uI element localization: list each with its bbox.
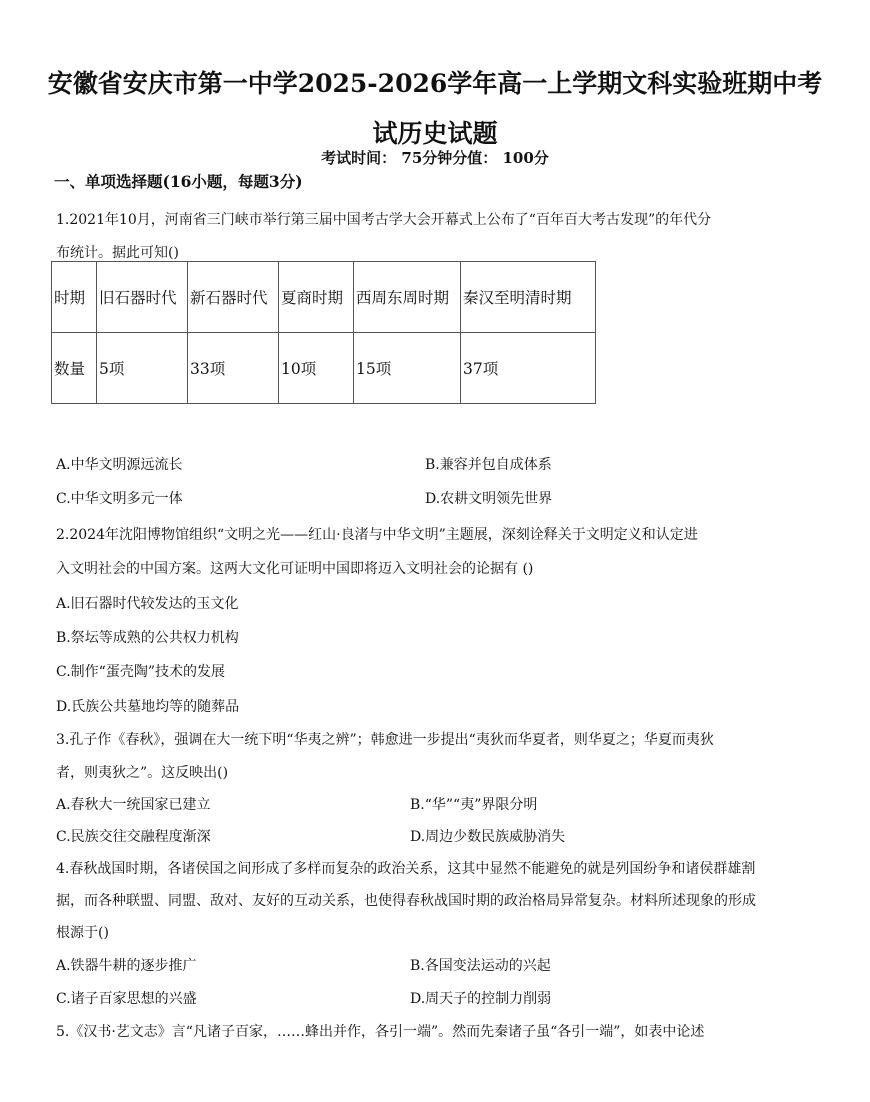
q3-option-a: A.春秋大一统国家已建立 [56, 797, 211, 813]
q2-option-c: C.制作“蛋壳陶”技术的发展 [56, 664, 225, 680]
q3-option-d: D.周边少数民族威胁消失 [410, 829, 566, 845]
q1-stem-line1: 1.2021年10月，河南省三门峡市举行第三届中国考古学大会开幕式上公布了“百年百大考古发现”的年代分 [56, 212, 712, 228]
q4-stem-line1: 4.春秋战国时期，各诸侯国之间形成了多样而复杂的政治关系，这其中显然不能避免的就是列国纷争和诸侯群雄割 [56, 861, 756, 877]
q5-stem-line1: 5.《汉书·艺文志》言“凡诸子百家，……蜂出并作，各引一端”。然而先秦诸子虽“各引一端”，如表中论述 [56, 1024, 705, 1040]
q1-option-d: D.农耕文明领先世界 [425, 491, 553, 507]
table-row [52, 333, 596, 404]
table-cell: 秦汉至明清时期 [461, 262, 596, 333]
q4-stem-line3: 根源于() [56, 925, 109, 941]
table-cell: 33项 [188, 333, 279, 404]
table-cell: 5项 [97, 333, 188, 404]
document-title-line2: 试历史试题 [372, 119, 498, 148]
q1-period-table [51, 261, 596, 404]
table-cell: 37项 [461, 333, 596, 404]
q3-option-b: B.“华”“夷”界限分明 [410, 797, 538, 813]
table-cell: 10项 [279, 333, 354, 404]
exam-info: 考试时间： 75分钟分值： 100分 [321, 149, 549, 167]
table-row-header: 时期 [52, 262, 97, 333]
table-cell: 15项 [354, 333, 461, 404]
q4-option-d: D.周天子的控制力削弱 [410, 991, 552, 1007]
q1-stem-line2: 布统计。据此可知() [56, 245, 179, 261]
q1-option-b: B.兼容并包自成体系 [425, 457, 552, 473]
q2-option-d: D.氏族公共墓地均等的随葬品 [56, 699, 240, 715]
q4-option-b: B.各国变法运动的兴起 [410, 958, 551, 974]
q3-stem-line2: 者，则夷狄之”。这反映出() [56, 765, 229, 781]
q2-option-a: A.旧石器时代较发达的玉文化 [56, 596, 239, 612]
document-title-line1: 安徽省安庆市第一中学2025-2026学年高一上学期文科实验班期中考 [47, 69, 823, 98]
q3-stem-line1: 3.孔子作《春秋》，强调在大一统下明“华夷之辨”；韩愈进一步提出“夷狄而华夏者，则华夏之；华夏而夷狄 [56, 732, 714, 748]
table-row [52, 262, 596, 333]
table-cell: 新石器时代 [188, 262, 279, 333]
section-heading: 一、单项选择题(16小题，每题3分) [54, 172, 303, 191]
q4-option-a: A.铁器牛耕的逐步推广 [56, 958, 197, 974]
table-row-header: 数量 [52, 333, 97, 404]
table-cell: 夏商时期 [279, 262, 354, 333]
q4-option-c: C.诸子百家思想的兴盛 [56, 991, 197, 1007]
table-cell: 西周东周时期 [354, 262, 461, 333]
q3-option-c: C.民族交往交融程度渐深 [56, 829, 211, 845]
q1-option-a: A.中华文明源远流长 [56, 457, 183, 473]
q2-option-b: B.祭坛等成熟的公共权力机构 [56, 630, 239, 646]
table-cell: 旧石器时代 [97, 262, 188, 333]
q1-option-c: C.中华文明多元一体 [56, 491, 183, 507]
q2-stem-line1: 2.2024年沈阳博物馆组织“文明之光——红山·良渚与中华文明”主题展，深刻诠释关于文明定义和认定进 [56, 527, 698, 543]
q2-stem-line2: 入文明社会的中国方案。这两大文化可证明中国即将迈入文明社会的论据有 () [56, 561, 534, 577]
q4-stem-line2: 据，而各种联盟、同盟、敌对、友好的互动关系，也使得春秋战国时期的政治格局异常复杂。材料所述现象的形成 [56, 893, 756, 909]
